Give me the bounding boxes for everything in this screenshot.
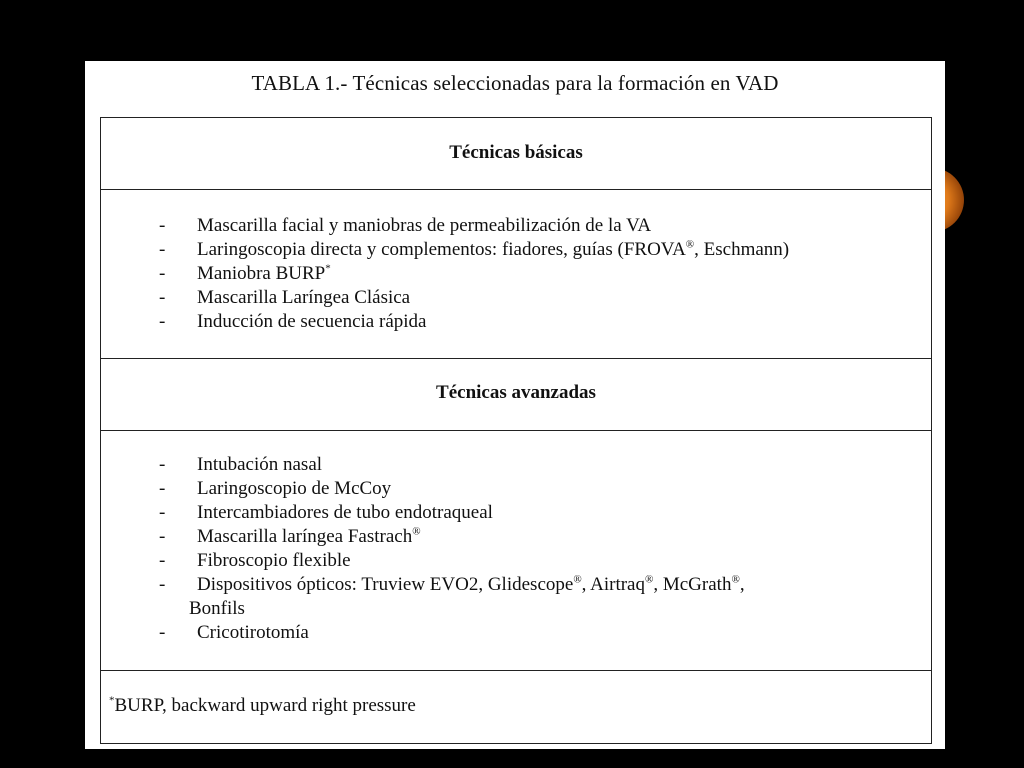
list-item bbox=[159, 501, 745, 525]
list-dash: - bbox=[159, 239, 166, 260]
list-item bbox=[159, 525, 745, 549]
list-item bbox=[159, 214, 789, 238]
footnote-mark: * bbox=[109, 694, 115, 707]
list-dash: - bbox=[159, 311, 166, 332]
footnote bbox=[109, 695, 416, 717]
advanced-heading-row bbox=[101, 359, 931, 431]
basic-heading-row bbox=[101, 118, 931, 190]
list-item-text: Intercambiadores de tubo endotraqueal bbox=[197, 502, 493, 523]
list-item-text: Mascarilla Laríngea Clásica bbox=[197, 287, 411, 308]
list-item bbox=[159, 286, 789, 310]
registered-mark: ® bbox=[645, 573, 654, 586]
list-dash: - bbox=[159, 215, 166, 236]
list-item-text-continued: , Eschmann) bbox=[694, 239, 790, 260]
list-item-text: Mascarilla laríngea Fastrach bbox=[197, 526, 413, 547]
advanced-list bbox=[159, 453, 745, 645]
list-dash: - bbox=[159, 502, 166, 523]
basic-items-row bbox=[101, 190, 931, 359]
list-item-text: Dispositivos ópticos: Truview EVO2, Glidescope bbox=[197, 574, 574, 595]
list-item-text: Cricotirotomía bbox=[197, 622, 309, 643]
list-item-continuation: Bonfils bbox=[189, 598, 245, 619]
list-dash: - bbox=[159, 454, 166, 475]
list-item-text-continued: , bbox=[739, 574, 745, 595]
list-dash: - bbox=[159, 622, 166, 643]
document-sheet bbox=[85, 61, 945, 749]
list-item-text: Maniobra BURP bbox=[197, 263, 326, 284]
footnote-text: BURP, backward upward right pressure bbox=[114, 695, 416, 716]
registered-mark: ® bbox=[685, 238, 695, 251]
list-dash: - bbox=[159, 526, 166, 547]
registered-mark: ® bbox=[731, 573, 740, 586]
list-dash: - bbox=[159, 550, 166, 571]
footnote-row bbox=[101, 671, 931, 743]
list-item-text: Mascarilla facial y maniobras de permeabilización de la VA bbox=[197, 215, 652, 236]
list-item bbox=[159, 573, 745, 621]
list-dash: - bbox=[159, 287, 166, 308]
list-item bbox=[159, 549, 745, 573]
advanced-heading: Técnicas avanzadas bbox=[436, 382, 596, 403]
list-dash: - bbox=[159, 478, 166, 499]
list-item bbox=[159, 262, 789, 286]
registered-mark: ® bbox=[412, 525, 421, 538]
techniques-table bbox=[100, 117, 932, 744]
list-item-text: Intubación nasal bbox=[197, 454, 323, 475]
basic-list bbox=[159, 214, 789, 334]
list-dash: - bbox=[159, 263, 166, 284]
registered-mark: ® bbox=[573, 573, 582, 586]
list-item-text-continued: , McGrath bbox=[653, 574, 732, 595]
list-item-text: Laringoscopia directa y complementos: fiadores, guías (FROVA bbox=[197, 239, 686, 260]
footnote-mark: * bbox=[325, 262, 331, 275]
list-item bbox=[159, 621, 745, 645]
advanced-items-row bbox=[101, 431, 931, 671]
list-item bbox=[159, 310, 789, 334]
list-item-text: Fibroscopio flexible bbox=[197, 550, 351, 571]
list-item bbox=[159, 477, 745, 501]
list-item-text-continued: , Airtraq bbox=[581, 574, 645, 595]
list-item bbox=[159, 453, 745, 477]
table-title: TABLA 1.- Técnicas seleccionadas para la formación en VAD bbox=[251, 71, 779, 95]
list-item bbox=[159, 238, 789, 262]
basic-heading: Técnicas básicas bbox=[449, 142, 583, 163]
list-dash: - bbox=[159, 574, 166, 595]
list-item-text: Laringoscopio de McCoy bbox=[197, 478, 392, 499]
list-item-text: Inducción de secuencia rápida bbox=[197, 311, 427, 332]
